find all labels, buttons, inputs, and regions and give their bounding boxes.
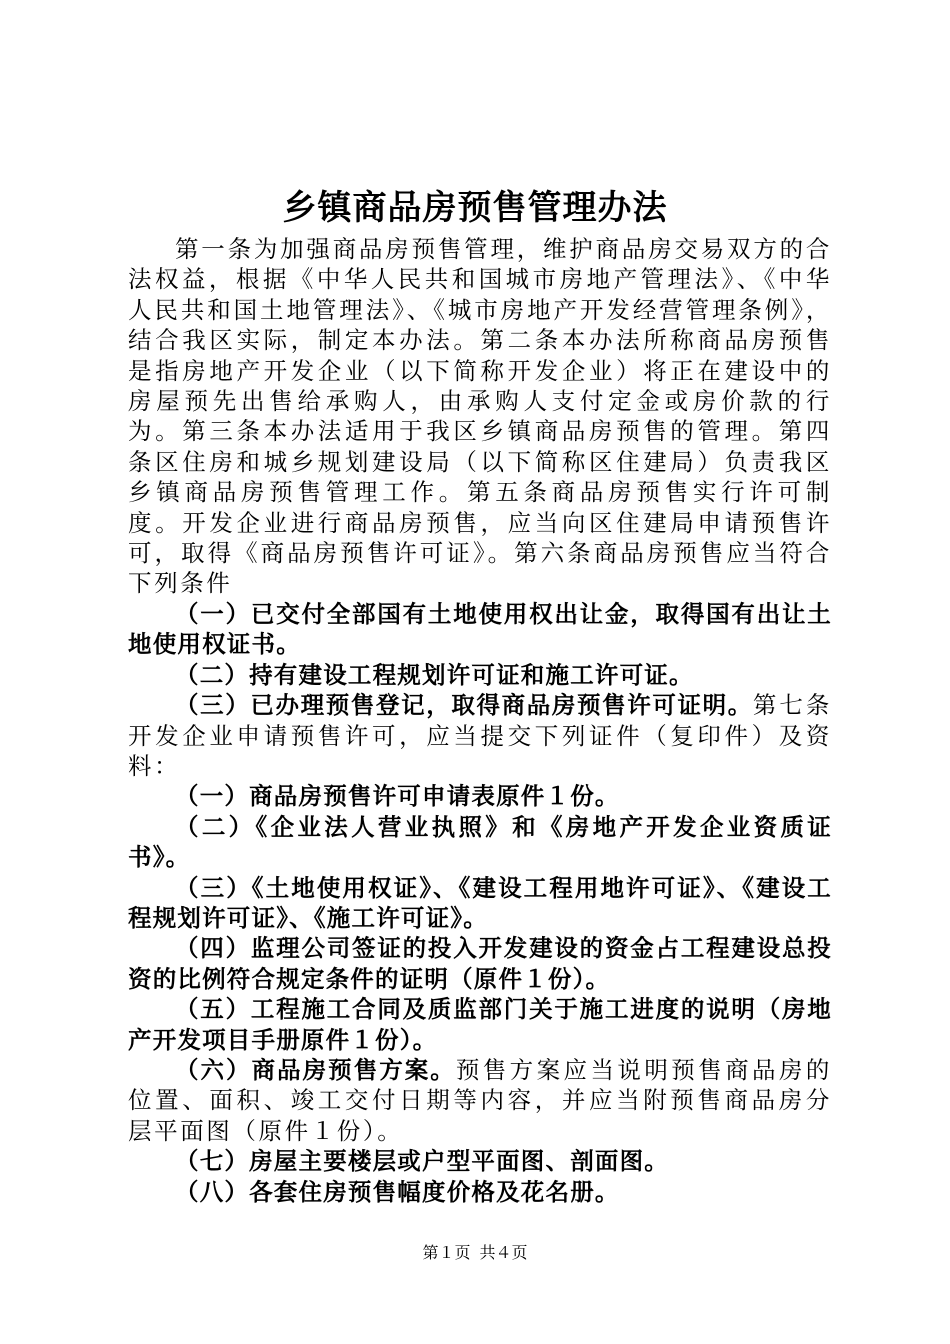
paragraph-text: （七）房屋主要楼层或户型平面图、剖面图。 [175,1147,669,1176]
page-footer [0,1241,950,1265]
paragraph-text: （二）持有建设工程规划许可证和施工许可证。 [175,660,694,689]
paragraph-text: （四）监理公司签证的投入开发建设的资金占工程建设总投资的比例符合规定条件的证明（原件１份）。 [128,934,832,993]
condition-item-1 [128,599,832,660]
paragraph-text: （六）商品房预售方案。 [175,1055,456,1084]
paragraph-text: （八）各套住房预售幅度价格及花名册。 [175,1177,620,1206]
paragraph-tail-text: 预售方案应当说明预售商品房的位置、面积、竣工交付日期等内容，并应当附预售商品房分层平面图（原件１份）。 [128,1055,833,1145]
paragraph-text: （一）已交付全部国有土地使用权出让金，取得国有出让土地使用权证书。 [128,599,832,659]
document-item-5 [128,994,832,1055]
document-item-6 [128,1055,832,1146]
page-total: 共４页 [479,1243,528,1262]
document-body [128,234,832,1207]
document-item-4 [128,933,832,994]
paragraph-text: （二）《企业法人营业执照》和《房地产开发企业资质证书》。 [128,812,832,872]
document-title: 乡镇商品房预售管理办法 [282,188,668,228]
page-number: 第１页 [422,1243,471,1262]
document-item-7 [128,1146,832,1176]
document-item-3 [128,873,832,934]
paragraph-text: 第一条为加强商品房预售管理，维护商品房交易双方的合法权益，根据《中华人民共和国城市房地产管理法》、《中华人民共和国土地管理法》、《城市房地产开发经营管理条例》，结合我区实际，制定本办法。第二条本办法所称商品房预售是指房地产开发企业（以下简称开发企业）将正在建设中的房屋预先出售给承购人，由承购人支付定金或房价款的行为。第三条本办法适用于我区乡镇商品房预售的管理。第四条区住房和城乡规划建设局（以下简称区住建局）负责我区乡镇商品房预售管理工作。第五条商品房预售实行许可制度。开发企业进行商品房预售，应当向区住建局申请预售许可，取得《商品房预售许可证》。第六条商品房预售应当符合下列条件 [128,235,832,598]
paragraph-text: （一）商品房预售许可申请表原件１份。 [175,782,620,811]
paragraph-tail-text: 第七条开发企业申请预售许可，应当提交下列证件（复印件）及资料： [128,691,832,780]
paragraph-text: （五）工程施工合同及质监部门关于施工进度的说明（房地产开发项目手册原件１份）。 [128,995,832,1054]
paragraph-text: （三）《土地使用权证》、《建设工程用地许可证》、《建设工程规划许可证》、《施工许可证》。 [128,873,832,932]
condition-item-2 [128,660,832,690]
document-item-1 [128,781,832,811]
document-item-2 [128,812,832,873]
condition-item-3 [128,690,832,781]
paragraph-articles-1-6 [128,234,832,599]
document-item-8 [128,1177,832,1207]
paragraph-text: （三）已办理预售登记，取得商品房预售许可证明。 [175,691,753,720]
